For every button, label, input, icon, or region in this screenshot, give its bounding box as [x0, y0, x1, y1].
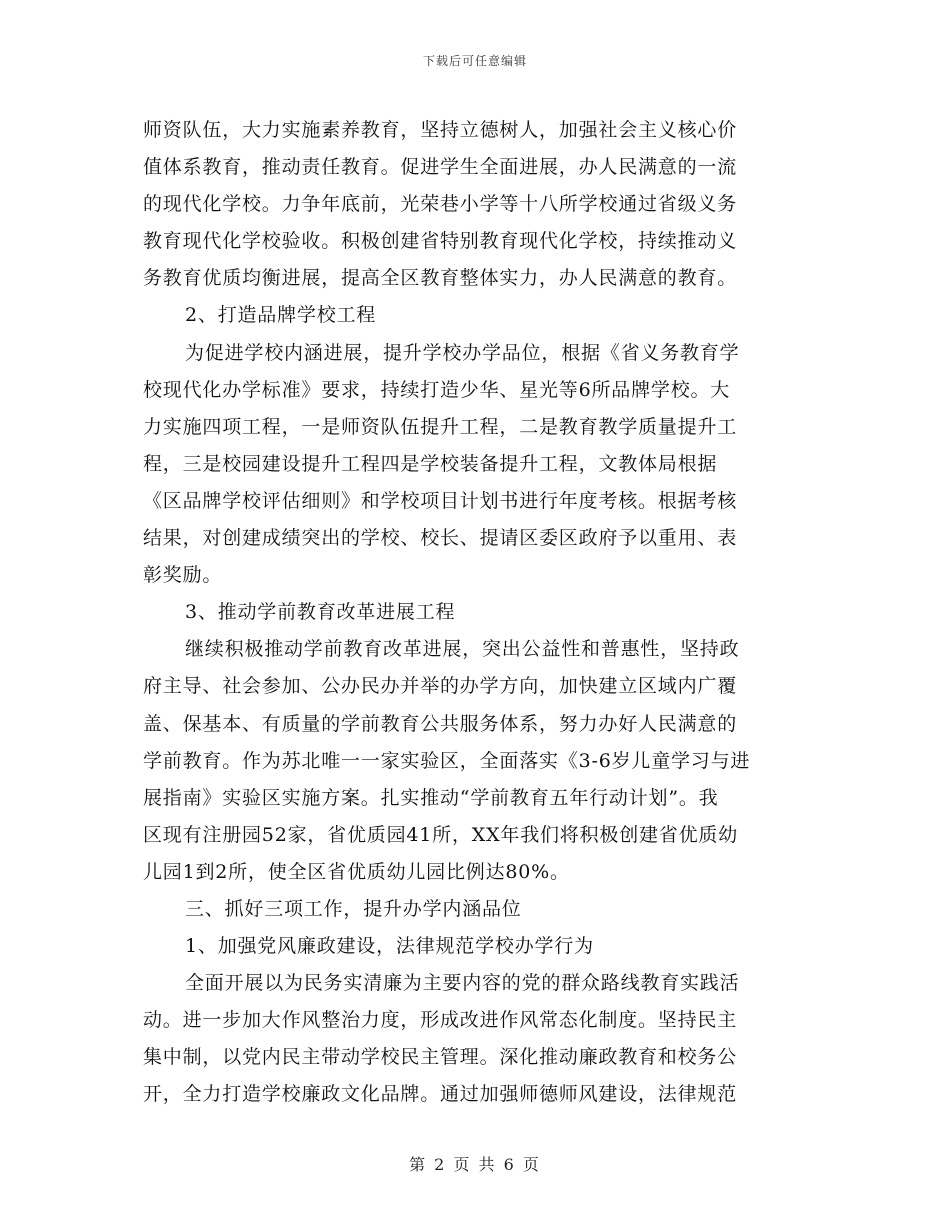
- text-line: 三、抓好三项工作，提升办学内涵品位: [185, 897, 522, 920]
- text-line: 值体系教育，推动责任教育。促进学生全面进展，办人民满意的一流: [143, 156, 738, 179]
- text-line: 全面开展以为民务实清廉为主要内容的党的群众路线教育实践活: [185, 972, 740, 995]
- document-body: [143, 112, 808, 1114]
- text-line: 2、打造品牌学校工程: [185, 304, 377, 327]
- text-line: 务教育优质均衡进展，提高全区教育整体实力，办人民满意的教育。: [143, 267, 738, 290]
- text-line: 学前教育。作为苏北唯一一家实验区，全面落实《3-6岁儿童学习与进: [143, 749, 751, 772]
- text-line: 开，全力打造学校廉政文化品牌。通过加强师德师风建设，法律规范: [143, 1083, 738, 1106]
- text-line: 展指南》实验区实施方案。扎实推动“学前教育五年行动计划”。我: [143, 786, 719, 809]
- text-line: 为促进学校内涵进展，提升学校办学品位，根据《省义务教育学: [185, 341, 740, 364]
- text-line: 集中制，以党内民主带动学校民主管理。深化推动廉政教育和校务公: [143, 1046, 738, 1069]
- text-line: 继续积极推动学前教育改革进展，突出公益性和普惠性，坚持政: [185, 638, 740, 661]
- text-line: 师资队伍，大力实施素养教育，坚持立德树人，加强社会主义核心价: [143, 119, 738, 141]
- text-line: 府主导、社会参加、公办民办并举的办学方向，加快建立区域内广覆: [143, 675, 738, 698]
- text-line: 儿园1到2所，使全区省优质幼儿园比例达80%。: [143, 860, 570, 883]
- text-line: 教育现代化学校验收。积极创建省特别教育现代化学校，持续推动义: [143, 230, 738, 253]
- text-line: 区现有注册园52家，省优质园41所，XX年我们将积极创建省优质幼: [143, 823, 739, 846]
- page-number: 第 2 页 共 6 页: [409, 1155, 541, 1174]
- text-line: 彰奖励。: [143, 564, 223, 587]
- text-line: 1、加强党风廉政建设，法律规范学校办学行为: [185, 935, 594, 958]
- text-line: 盖、保基本、有质量的学前教育公共服务体系，努力办好人民满意的: [143, 712, 738, 735]
- page-header-note: 下载后可任意编辑: [422, 54, 527, 68]
- text-line: 动。进一步加大作风整治力度，形成改进作风常态化制度。坚持民主: [143, 1009, 738, 1032]
- text-line: 校现代化办学标准》要求，持续打造少华、星光等6所品牌学校。大: [143, 378, 731, 401]
- text-line: 的现代化学校。力争年底前，光荣巷小学等十八所学校通过省级义务: [143, 193, 738, 216]
- text-line: 3、推动学前教育改革进展工程: [185, 601, 456, 624]
- text-line: 力实施四项工程，一是师资队伍提升工程，二是教育教学质量提升工: [143, 415, 738, 438]
- text-line: 《区品牌学校评估细则》和学校项目计划书进行年度考核。根据考核: [143, 489, 738, 512]
- text-line: 程，三是校园建设提升工程四是学校装备提升工程，文教体局根据: [143, 452, 718, 475]
- text-line: 结果，对创建成绩突出的学校、校长、提请区委区政府予以重用、表: [143, 527, 738, 550]
